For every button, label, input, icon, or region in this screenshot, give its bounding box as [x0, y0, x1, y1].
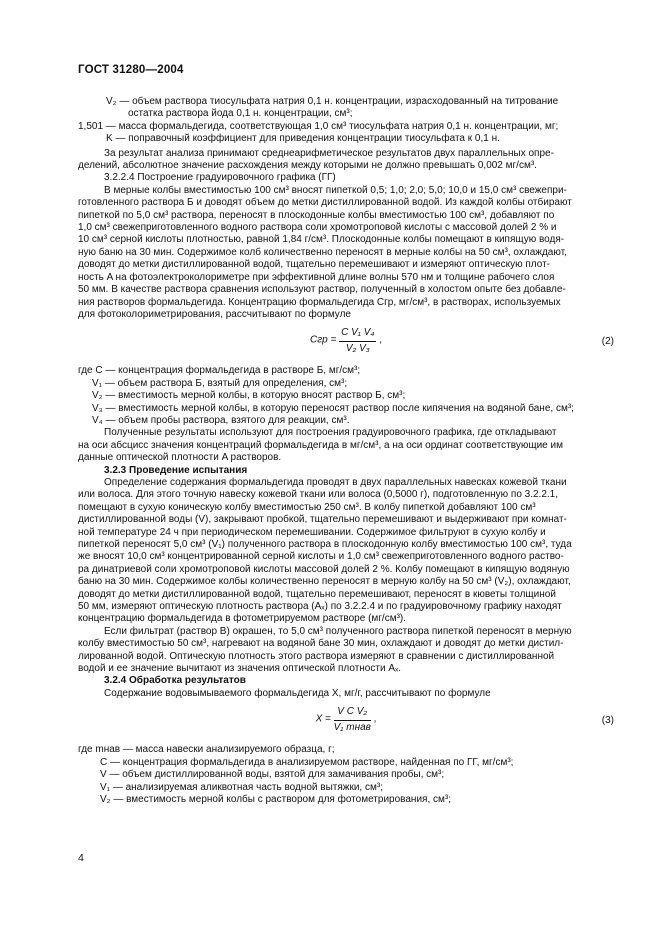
calib-line-4: 1,0 см³ свежеприготовленного водного раствора соли хромотроповой кислоты с массовой долей 2 % и — [78, 222, 557, 234]
formula-2-expression — [78, 327, 614, 355]
result-line-1: За результат анализа принимают среднеарифметическое результатов двух параллельных опре- — [104, 147, 554, 159]
document-body — [78, 96, 614, 806]
calib-line-1: В мерные колбы вместимостью 100 см³ вносят пипеткой 0,5; 1,0; 2,0; 5,0; 10,0 и 15,0 см³ свежепри- — [104, 184, 567, 196]
test-line-2: или волоса. Для этого точную навеску кожевой ткани или волоса (0,5000 г), подготовленную по 3.2.2.1, — [78, 489, 559, 501]
calibration-paragraph — [78, 185, 614, 321]
where2-v2: V₂ — вместимость мерной колбы, в которую вносят раствор Б, см³; — [92, 390, 406, 402]
formula-2-number: (2) — [601, 336, 614, 348]
results-use-line-1: Полученные результаты используют для построения градуировочного графика, где откладывают — [104, 427, 557, 439]
legend-v2-line-1: V₂ — объем раствора тиосульфата натрия 0,1 н. концентрации, израсходованный на титрование — [106, 96, 559, 107]
legend-v2-line-2: остатка раствора йода 0,1 н. концентрации, см³; — [128, 108, 353, 120]
test-line-3: помещают в сухую коническую колбу вместимостью 250 см³. В колбу пипеткой добавляют 100 см³ — [78, 501, 536, 513]
page-number: 4 — [78, 852, 84, 864]
legend-k: K — поправочный коэффициент для приведения концентрации тиосульфата к 0,1 н. — [106, 133, 500, 145]
formula-3-denominator: V₁ mнав — [333, 721, 371, 733]
formula-3-fraction — [334, 706, 371, 734]
test-line-5: ной температуре 24 ч при периодическом перемешивании. Содержимое фильтруют в сухую колбу и — [78, 526, 546, 538]
test-line-6: пипеткой переносят 5,0 см³ (V₁) полученного раствора в плоскодонную колбу вместимостью 100 см³, туда — [78, 539, 572, 550]
where3-v: V — объем дистиллированной воды, взятой для замачивания пробы, см³; — [100, 769, 445, 781]
calib-line-10: ния растворов формальдегида. Концентрацию формальдегида Cгр, мг/см³, в растворах, используемых — [78, 296, 561, 308]
legend-v2 — [78, 96, 614, 121]
where3-m: где mнав — масса навески анализируемого образца, г; — [78, 744, 335, 756]
where3-v2: V₂ — вместимость мерной колбы с раствором для фотометрирования, см³; — [100, 793, 451, 805]
processing-paragraph: Содержание водовымываемого формальдегида X, мг/г, рассчитывают по формуле — [104, 687, 491, 699]
section-323-title: 3.2.3 Проведение испытания — [104, 464, 248, 476]
calib-line-2: готовленного раствора Б и доводят объем до метки дистиллированной водой. Из каждой колбы отбирают — [78, 197, 572, 209]
filtrate-line-4: водой и ее значение вычитают из значения оптической плотности Aₓ. — [78, 663, 402, 675]
filtrate-paragraph — [78, 626, 614, 676]
where2-v1: V₁ — объем раствора Б, взятый для определения, см³; — [92, 377, 348, 389]
results-use-line-2: на оси абсцисс значения концентраций формальдегида в мг/см³, а на оси ординат соответствующие им — [78, 439, 563, 451]
formula-3-number: (3) — [601, 715, 614, 727]
filtrate-line-1: Если фильтрат (раствор В) окрашен, то 5,0 см³ полученного раствора пипеткой переносят в мерную — [104, 625, 572, 637]
formula-2-fraction — [339, 327, 376, 355]
formula-2 — [78, 327, 614, 359]
calib-line-3: пипеткой по 5,0 см³ раствора, переносят в плоскодонные колбы вместимостью 100 см³, добавляют по — [78, 209, 555, 221]
formula-3-lhs: X = — [315, 713, 331, 725]
where3-v1: V₁ — анализируемая аликвотная часть водной вытяжки, см³; — [100, 781, 383, 793]
results-use-paragraph — [78, 427, 614, 464]
formula-3-numerator: V C V₂ — [334, 706, 371, 720]
test-line-12: концентрацию формальдегида в фотометрируемом растворе (мг/см³). — [78, 613, 407, 625]
formula-2-lhs: Cгр = — [310, 335, 337, 347]
filtrate-line-3: лированной водой. Оптическую плотность этого раствора измеряют в сравнении с дистиллированной — [78, 650, 555, 662]
section-3224-title: 3.2.2.4 Построение градуировочного графика (ГГ) — [104, 172, 336, 184]
formula-2-denominator: V₂ V₃ — [345, 342, 370, 354]
filtrate-line-2: колбу вместимостью 50 см³, нагревают на водяной бане 30 мин, охлаждают и доводят до метки дистил- — [78, 638, 564, 650]
section-324-title: 3.2.4 Обработка результатов — [104, 675, 246, 687]
test-line-9: баню на 30 мин. Содержимое колбы количественно переносят в мерную колбу на 50 см³ (V₂), охлаждают, — [78, 576, 571, 588]
results-use-line-3: данные оптической плотности A растворов. — [78, 452, 282, 464]
result-line-2: делений, абсолютное значение расхождения между которыми не должно превышать 0,002 мг/см³. — [78, 160, 537, 172]
calib-line-9: 50 мм. В качестве раствора сравнения используют раствор, полученный в холостом опыте без добавле- — [78, 284, 566, 296]
where2-v4: V₄ — объем пробы раствора, взятого для реакции, см³. — [92, 414, 350, 426]
test-paragraph — [78, 477, 614, 626]
test-line-7: же вносят 10,0 см³ концентрированной серной кислоты и 1,0 см³ свежеприготовленного водного раство- — [78, 551, 564, 563]
test-line-4: дистиллированной воды (V), закрывают пробкой, тщательно перемешивают и выдерживают при комнат- — [78, 514, 567, 526]
where3-c: C — концентрация формальдегида в анализируемом растворе, найденная по ГГ, мг/см³; — [100, 756, 514, 768]
calib-line-6: ную баню на 30 мин. Содержимое колб количественно переносят в мерные колбы на 50 см³, охлаждают, — [78, 246, 567, 258]
where2-v3: V₃ — вместимость мерной колбы, в которую переносят раствор после кипячения на водяной бане, см³; — [92, 402, 574, 414]
result-paragraph — [78, 148, 614, 173]
calib-line-11: для фотоколориметрирования, рассчитывают по формуле — [78, 308, 351, 320]
formula-2-numerator: C V₁ V₄ — [339, 327, 376, 341]
test-line-11: 50 мм, измеряют оптическую плотность раствора (Aₓ) по 3.2.2.4 и по градуировочному графику находят — [78, 601, 562, 613]
standard-header: ГОСТ 31280—2004 — [78, 64, 184, 76]
test-line-1: Определение содержания формальдегида проводят в двух параллельных навесках кожевой ткани — [104, 476, 567, 488]
formula-3-expression — [78, 706, 614, 734]
formula-3 — [78, 706, 614, 738]
formula-2-tail: , — [379, 335, 382, 347]
formula-3-tail: , — [373, 713, 377, 725]
test-line-8: ра динатриевой соли хромотроповой кислоты массовой долей 2 %. Колбу помещают в кипящую водяную — [78, 563, 570, 575]
test-line-10: доводят до метки дистиллированной водой, тщательно перемешивают, переносят в кюветы толщиной — [78, 588, 556, 600]
where2-c: где C — концентрация формальдегида в растворе Б, мг/см³; — [78, 365, 361, 377]
calib-line-5: 10 см³ серной кислоты плотностью, равной 1,84 г/см³. Плоскодонные колбы помещают в кипящую водя- — [78, 234, 565, 246]
legend-1501: 1,501 — масса формальдегида, соответствующая 1,0 см³ тиосульфата натрия 0,1 н. концентрации, мг; — [78, 120, 559, 132]
calib-line-8: ность A на фотоэлектроколориметре при эффективной длине волны 570 нм и толщине рабочего слоя — [78, 271, 555, 283]
calib-line-7: доводят до метки дистиллированной водой, тщательно перемешивают и измеряют оптическую плот- — [78, 259, 550, 271]
